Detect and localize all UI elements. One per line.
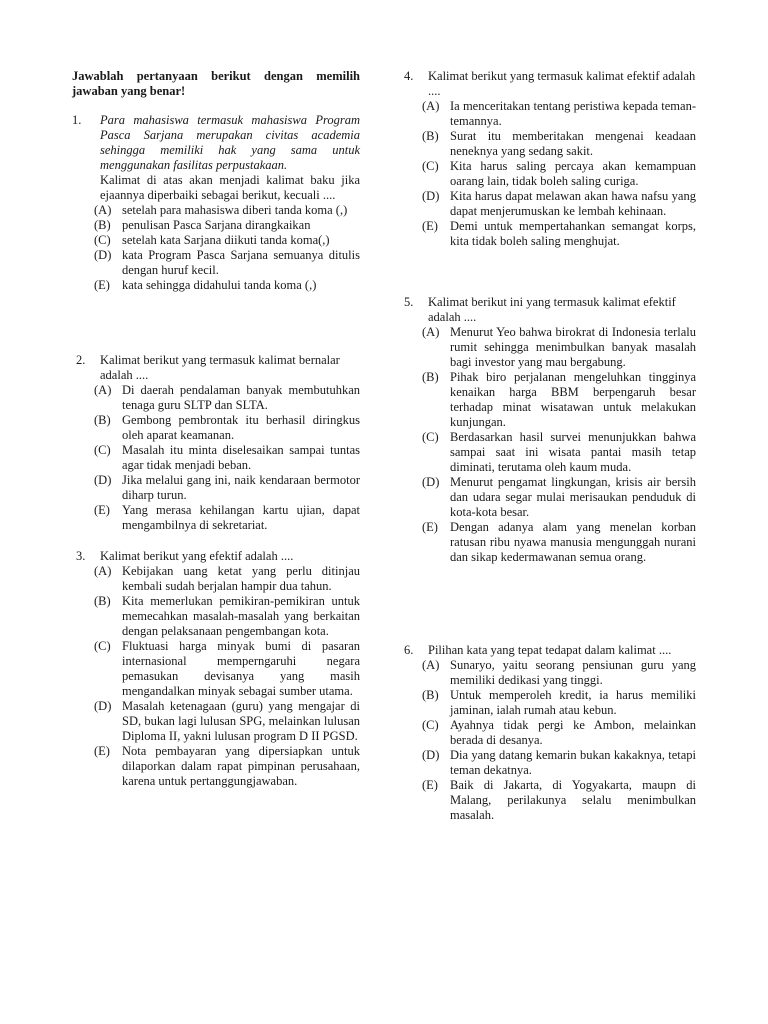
option-text: Sunaryo, yaitu seorang pensiunan guru yang memiliki dedikasi yang tinggi. xyxy=(450,658,696,687)
option-label: (E) xyxy=(422,520,438,534)
option-label: (D) xyxy=(94,699,112,713)
question-4 xyxy=(400,69,696,249)
option-label: (D) xyxy=(422,748,440,762)
option-text: Jika melalui gang ini, naik kendaraan bermotor diharp turun. xyxy=(122,473,360,502)
option-e[interactable] xyxy=(72,744,360,789)
option-a[interactable] xyxy=(400,325,696,370)
option-b[interactable] xyxy=(400,129,696,159)
option-b[interactable] xyxy=(400,688,696,718)
option-c[interactable] xyxy=(400,159,696,189)
option-label: (B) xyxy=(422,129,439,143)
option-label: (E) xyxy=(422,778,438,792)
option-a[interactable] xyxy=(400,658,696,688)
option-label: (A) xyxy=(422,658,440,672)
option-d[interactable] xyxy=(400,748,696,778)
option-label: (B) xyxy=(94,594,111,608)
option-text: Gembong pembrontak itu berhasil diringkus oleh aparat keamanan. xyxy=(122,413,360,442)
option-label: (D) xyxy=(422,475,440,489)
option-label: (C) xyxy=(422,430,439,444)
question-passage: Para mahasiswa termasuk mahasiswa Program Pasca Sarjana merupakan civitas academia sehingga memiliki hak yang sama untuk menggunakan fasilitas perpustakaan. xyxy=(100,113,360,172)
option-d[interactable] xyxy=(400,189,696,219)
option-text: Dia yang datang kemarin bukan kakaknya, tetapi teman dekatnya. xyxy=(450,748,696,777)
option-d[interactable] xyxy=(72,473,360,503)
option-text: Dengan adanya alam yang menelan korban ratusan ribu nyawa manusia mengunggah nurani dan sikap kedermawanan semua orang. xyxy=(450,520,696,564)
question-stem: Kalimat berikut yang efektif adalah .... xyxy=(100,549,294,563)
option-text: Surat itu memberitakan mengenai keadaan neneknya yang sedang sakit. xyxy=(450,129,696,158)
option-label: (D) xyxy=(94,248,112,262)
question-stem: Kalimat berikut ini yang termasuk kalimat efektif adalah .... xyxy=(428,295,676,324)
option-a[interactable] xyxy=(72,203,360,218)
option-label: (B) xyxy=(422,688,439,702)
option-label: (C) xyxy=(422,718,439,732)
option-text: Ayahnya tidak pergi ke Ambon, melainkan berada di desanya. xyxy=(450,718,696,747)
option-text: Untuk memperoleh kredit, ia harus memiliki jaminan, ialah rumah atau kebun. xyxy=(450,688,696,717)
option-label: (B) xyxy=(94,413,111,427)
option-label: (C) xyxy=(94,233,111,247)
option-label: (C) xyxy=(94,639,111,653)
option-label: (E) xyxy=(94,278,110,292)
option-label: (A) xyxy=(94,564,112,578)
option-text: Menurut Yeo bahwa birokrat di Indonesia terlalu rumit sehingga menimbulkan banyak masalah bagi investor yang mau bergabung. xyxy=(450,325,696,369)
option-text: Demi untuk mempertahankan semangat korps, kita tidak boleh saling menghujat. xyxy=(450,219,696,248)
option-text: Baik di Jakarta, di Yogyakarta, maupn di Malang, perilakunya selalu menimbulkan masalah. xyxy=(450,778,696,822)
option-b[interactable] xyxy=(72,218,360,233)
option-e[interactable] xyxy=(400,520,696,565)
option-c[interactable] xyxy=(72,639,360,699)
option-c[interactable] xyxy=(72,443,360,473)
option-text: Nota pembayaran yang dipersiapkan untuk dilaporkan dalam rapat pimpinan perusahaan, karena untuk pertanggungjawaban. xyxy=(122,744,360,788)
question-stem: Kalimat di atas akan menjadi kalimat baku jika ejaannya diperbaiki sebagai berikut, kecuali .... xyxy=(100,173,360,202)
option-text: Fluktuasi harga minyak bumi di pasaran internasional memperngaruhi negara pemasukan devisanya yang masih mengandalkan minyak sebagai sumber utama. xyxy=(122,639,360,698)
option-label: (B) xyxy=(422,370,439,384)
question-number: 6. xyxy=(404,643,414,657)
option-label: (C) xyxy=(94,443,111,457)
question-number: 4. xyxy=(404,69,414,83)
option-c[interactable] xyxy=(400,718,696,748)
option-b[interactable] xyxy=(72,413,360,443)
option-text: penulisan Pasca Sarjana dirangkaikan xyxy=(122,218,311,232)
option-e[interactable] xyxy=(72,278,360,293)
option-label: (A) xyxy=(94,383,112,397)
option-c[interactable] xyxy=(400,430,696,475)
option-e[interactable] xyxy=(400,778,696,823)
question-number: 5. xyxy=(404,295,414,309)
option-text: Kita harus dapat melawan akan hawa nafsu yang dapat menjerumuskan ke lembah kehinaan. xyxy=(450,189,696,218)
question-stem: Kalimat berikut yang termasuk kalimat efektif adalah .... xyxy=(428,69,696,98)
question-number: 1. xyxy=(72,113,82,127)
option-label: (D) xyxy=(422,189,440,203)
option-text: setelah kata Sarjana diikuti tanda koma(,) xyxy=(122,233,330,247)
option-label: (E) xyxy=(422,219,438,233)
option-text: Pihak biro perjalanan mengeluhkan tingginya kenaikan harga BBM berpengaruh besar terhadap minat wisatawan untuk melakukan kunjungan. xyxy=(450,370,696,429)
question-6 xyxy=(400,643,696,823)
option-d[interactable] xyxy=(72,248,360,278)
option-a[interactable] xyxy=(72,564,360,594)
question-5 xyxy=(400,295,696,565)
option-d[interactable] xyxy=(72,699,360,744)
option-text: Yang merasa kehilangan kartu ujian, dapat mengambilnya di sekretariat. xyxy=(122,503,360,532)
option-a[interactable] xyxy=(400,99,696,129)
option-e[interactable] xyxy=(400,219,696,249)
question-3 xyxy=(72,549,360,789)
instruction-heading: Jawablah pertanyaan berikut dengan memilih jawaban yang benar! xyxy=(72,69,360,98)
option-label: (A) xyxy=(422,325,440,339)
question-stem: Kalimat berikut yang termasuk kalimat bernalar adalah .... xyxy=(100,353,340,382)
option-c[interactable] xyxy=(72,233,360,248)
option-text: setelah para mahasiswa diberi tanda koma (,) xyxy=(122,203,348,217)
option-text: kata sehingga didahului tanda koma (,) xyxy=(122,278,317,292)
option-text: Ia menceritakan tentang peristiwa kepada teman-temannya. xyxy=(450,99,696,128)
option-b[interactable] xyxy=(72,594,360,639)
option-text: Berdasarkan hasil survei menunjukkan bahwa sampai saat ini wisata pantai masih tetap diminati, terutama oleh kaum muda. xyxy=(450,430,696,474)
option-text: Kebijakan uang ketat yang perlu ditinjau kembali sudah berjalan hampir dua tahun. xyxy=(122,564,360,593)
option-label: (E) xyxy=(94,503,110,517)
question-stem: Pilihan kata yang tepat tedapat dalam kalimat .... xyxy=(428,643,672,657)
option-label: (A) xyxy=(422,99,440,113)
option-d[interactable] xyxy=(400,475,696,520)
option-label: (A) xyxy=(94,203,112,217)
question-number: 3. xyxy=(76,549,86,563)
question-2 xyxy=(72,353,360,533)
option-label: (C) xyxy=(422,159,439,173)
option-label: (D) xyxy=(94,473,112,487)
question-1 xyxy=(72,113,360,293)
question-number: 2. xyxy=(76,353,86,367)
option-text: Kita memerlukan pemikiran-pemikiran untuk memecahkan masalah-masalah yang berkaitan dengan pelaksanaan pengembangan kota. xyxy=(122,594,360,638)
option-text: Masalah itu minta diselesaikan sampai tuntas agar tidak menjadi beban. xyxy=(122,443,360,472)
option-label: (B) xyxy=(94,218,111,232)
option-b[interactable] xyxy=(400,370,696,430)
option-text: Di daerah pendalaman banyak membutuhkan tenaga guru SLTP dan SLTA. xyxy=(122,383,360,412)
option-e[interactable] xyxy=(72,503,360,533)
option-a[interactable] xyxy=(72,383,360,413)
option-label: (E) xyxy=(94,744,110,758)
option-text: Kita harus saling percaya akan kemampuan oarang lain, tidak boleh saling curiga. xyxy=(450,159,696,188)
option-text: Menurut pengamat lingkungan, krisis air bersih dan udara segar mulai merisaukan penduduk di kota-kota besar. xyxy=(450,475,696,519)
option-text: Masalah ketenagaan (guru) yang mengajar di SD, bukan lagi lulusan SPG, melainkan lulusan Diploma II, yakni lulusan program D II PGSD. xyxy=(122,699,360,743)
option-text: kata Program Pasca Sarjana semuanya ditulis dengan huruf kecil. xyxy=(122,248,360,277)
